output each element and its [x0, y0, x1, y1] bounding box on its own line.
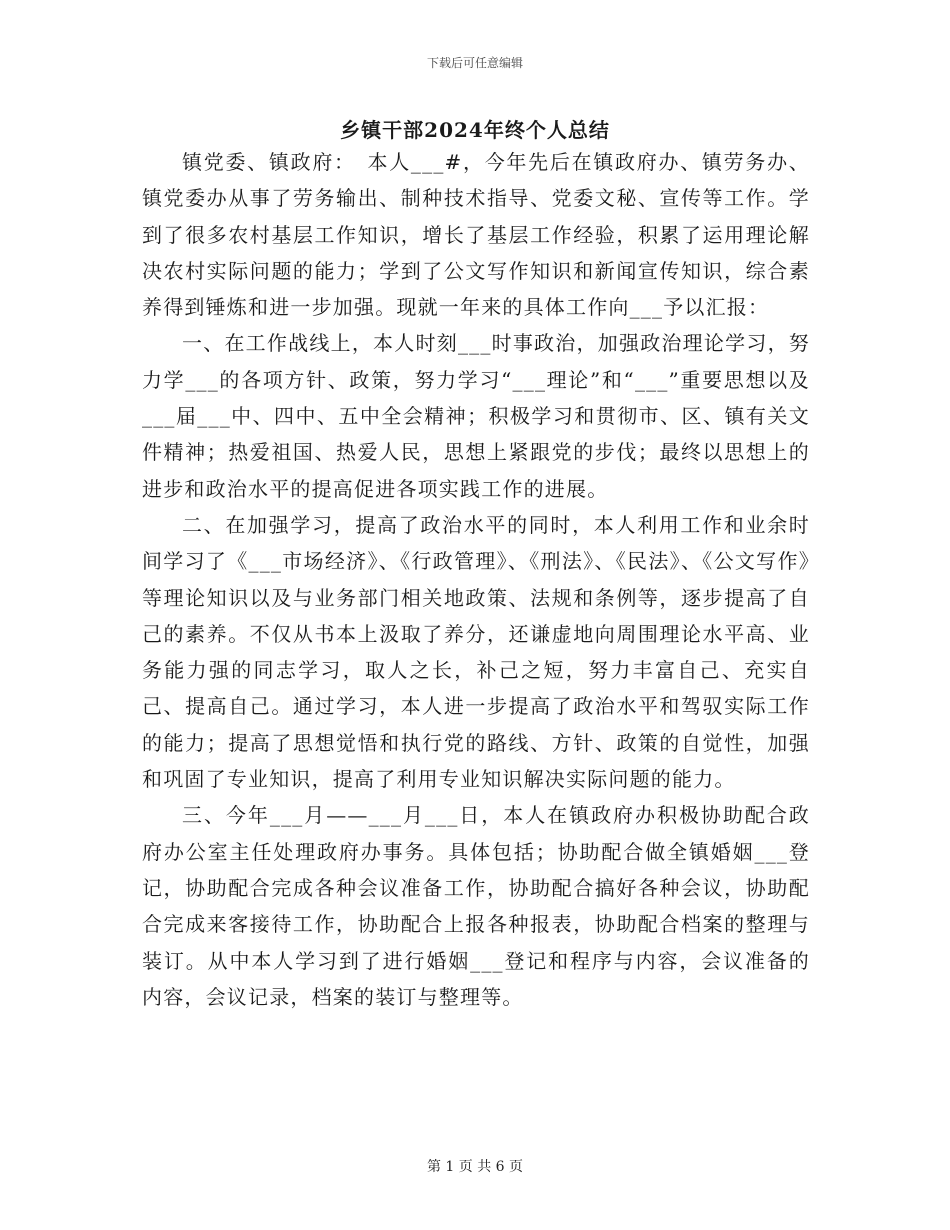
page-header-note: 下载后可任意编辑 — [426, 56, 523, 70]
document-body — [142, 144, 810, 1015]
paragraph-intro: 镇党委、镇政府： 本人___#，今年先后在镇政府办、镇劳务办、镇党委办从事了劳务输出、制种技术指导、党委文秘、宣传等工作。学到了很多农村基层工作知识，增长了基层工作经验，积累了运用理论解决农村实际问题的能力；学到了公文写作知识和新闻宣传知识，综合素养得到锤炼和进一步加强。现就一年来的具体工作向___予以汇报： — [142, 150, 810, 320]
document-title: 乡镇干部2024年终个人总结 — [340, 118, 610, 142]
paragraph-section-3: 三、今年___月——___月___日，本人在镇政府办积极协助配合政府办公室主任处理政府办事务。具体包括；协助配合做全镇婚姻___登记，协助配合完成各种会议准备工作，协助配合搞好各种会议，协助配合完成来客接待工作，协助配合上报各种报表，协助配合档案的整理与装订。从中本人学习到了进行婚姻___登记和程序与内容，会议准备的内容，会议记录，档案的装订与整理等。 — [142, 803, 810, 1009]
paragraph-section-1: 一、在工作战线上，本人时刻___时事政治，加强政治理论学习，努力学___的各项方针、政策，努力学习“___理论”和“___”重要思想以及___届___中、四中、五中全会精神；积极学习和贯彻市、区、镇有关文件精神；热爱祖国、热爱人民，思想上紧跟党的步伐；最终以思想上的进步和政治水平的提高促进各项实践工作的进展。 — [142, 331, 810, 501]
paragraph-section-2: 二、在加强学习，提高了政治水平的同时，本人利用工作和业余时间学习了《___市场经济》、《行政管理》、《刑法》、《民法》、《公文写作》等理论知识以及与业务部门相关地政策、法规和条例等，逐步提高了自己的素养。不仅从书本上汲取了养分，还谦虚地向周围理论水平高、业务能力强的同志学习，取人之长，补己之短，努力丰富自己、充实自己、提高自己。通过学习，本人进一步提高了政治水平和驾驭实际工作的能力；提高了思想觉悟和执行党的路线、方针、政策的自觉性，加强和巩固了专业知识，提高了利用专业知识解决实际问题的能力。 — [142, 512, 810, 792]
page-number: 第 1 页 共 6 页 — [426, 1159, 524, 1175]
